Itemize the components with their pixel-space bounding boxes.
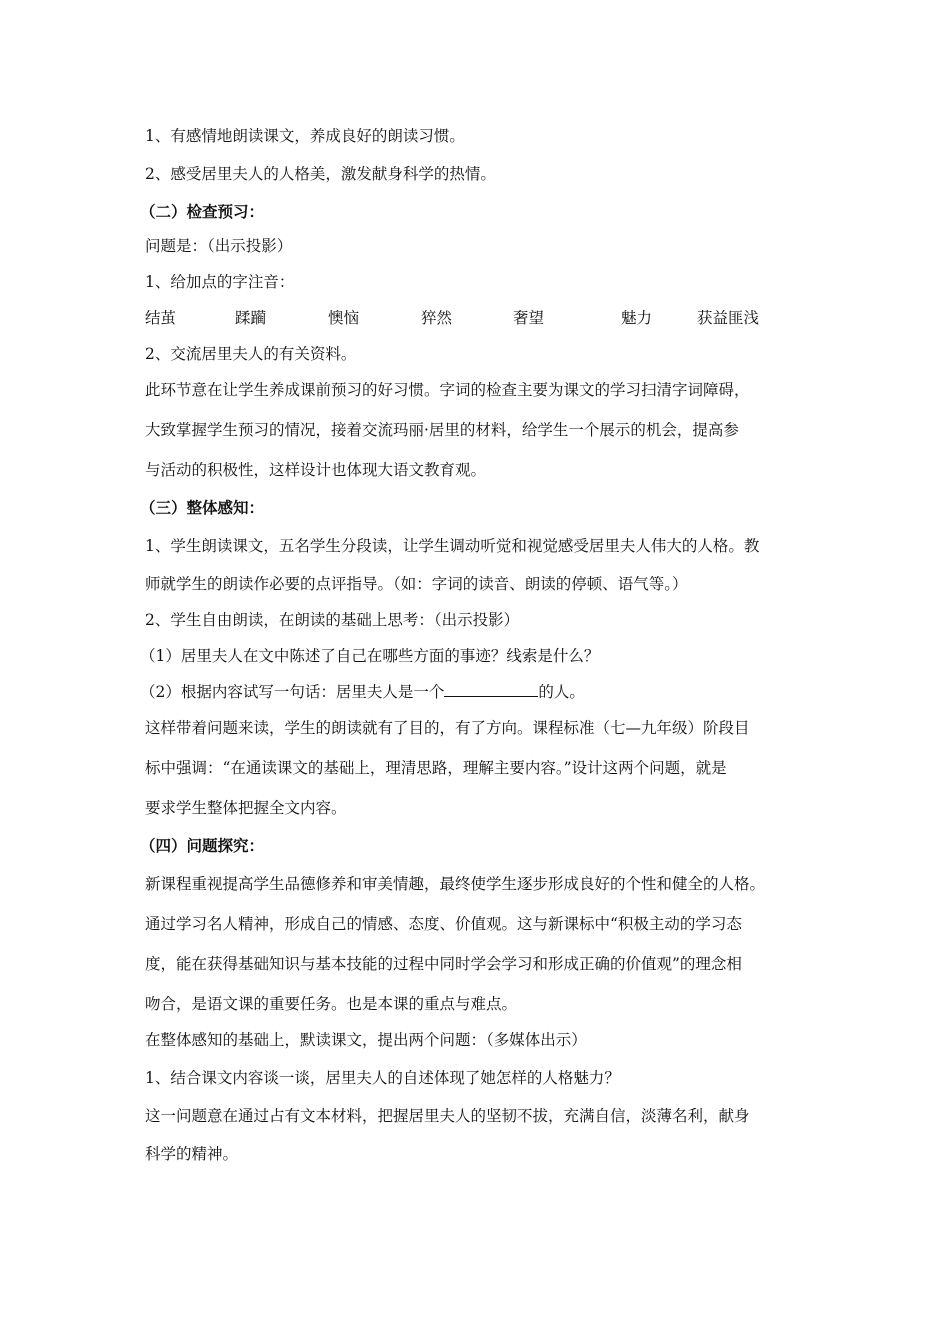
inquiry-question-1: 1、结合课文内容谈一谈，居里夫人的自述体现了她怎样的人格魅力？ [145,1069,620,1087]
word-item: 懊恼 [328,309,360,327]
word-item: 猝然 [421,309,453,327]
perception-note-line: 这样带着问题来读，学生的朗读就有了目的，有了方向。课程标准（七—九年级）阶段目 [145,719,750,737]
word-item: 蹂躏 [235,309,267,327]
inquiry-paragraph-line: 通过学习名人精神，形成自己的情感、态度、价值观。这与新课标中“积极主动的学习态 [145,915,742,933]
perception-question-1: （1）居里夫人在文中陈述了自己在哪些方面的事迹？线索是什么？ [140,647,600,665]
inquiry-note-line: 科学的精神。 [145,1145,239,1163]
preview-note-line: 与活动的积极性，这样设计也体现大语文教育观。 [145,461,487,479]
inquiry-paragraph-line: 度，能在获得基础知识与基本技能的过程中同时学会学习和形成正确的价值观”的理念相 [145,955,742,973]
goal-item-2: 2、感受居里夫人的人格美，激发献身科学的热情。 [145,165,496,183]
preview-note-line: 大致掌握学生预习的情况，接着交流玛丽·居里的材料，给学生一个展示的机会，提高参 [145,421,739,439]
preview-task-1: 1、给加点的字注音： [145,273,295,291]
perception-item-2: 2、学生自由朗读，在朗读的基础上思考：（出示投影） [145,611,520,629]
perception-question-2 [140,682,830,702]
word-item: 魅力 [621,309,653,327]
preview-question-intro: 问题是：（出示投影） [145,237,293,255]
perception-note-line: 要求学生整体把握全文内容。 [145,799,347,817]
section-heading-preview: （二）检查预习： [140,202,265,221]
inquiry-paragraph-line: 新课程重视提高学生品德修养和审美情趣，最终使学生逐步形成良好的个性和健全的人格。 [145,875,766,893]
section-heading-perception: （三）整体感知： [140,498,265,517]
word-item: 奢望 [513,309,545,327]
question-2-text: （2）根据内容试写一句话：居里夫人是一个 [140,683,445,701]
inquiry-intro: 在整体感知的基础上，默读课文，提出两个问题：（多媒体出示） [145,1031,587,1049]
inquiry-note-line: 这一问题意在通过占有文本材料，把握居里夫人的坚韧不拔，充满自信，淡薄名利，献身 [145,1107,750,1125]
goal-item-1: 1、有感情地朗读课文，养成良好的朗读习惯。 [145,127,465,145]
preview-note-line: 此环节意在让学生养成课前预习的好习惯。字词的检查主要为课文的学习扫清字词障碍， [145,381,750,399]
perception-item-1-line: 1、学生朗读课文，五名学生分段读，让学生调动听觉和视觉感受居里夫人伟大的人格。教 [145,537,760,555]
perception-note-line: 标中强调：“在通读课文的基础上，理清思路，理解主要内容。”设计这两个问题，就是 [145,759,727,777]
question-2-suffix: 的人。 [538,683,585,701]
fill-in-blank [444,682,538,697]
preview-task-2: 2、交流居里夫人的有关资料。 [145,345,357,363]
word-item: 获益匪浅 [697,309,760,327]
perception-item-1-line: 师就学生的朗读作必要的点评指导。（如：字词的读音、朗读的停顿、语气等。） [145,575,688,593]
pinyin-word-list [145,306,835,326]
word-item: 结茧 [145,309,177,327]
inquiry-paragraph-line: 吻合，是语文课的重要任务。也是本课的重点与难点。 [145,995,518,1013]
section-heading-inquiry: （四）问题探究： [140,836,265,855]
